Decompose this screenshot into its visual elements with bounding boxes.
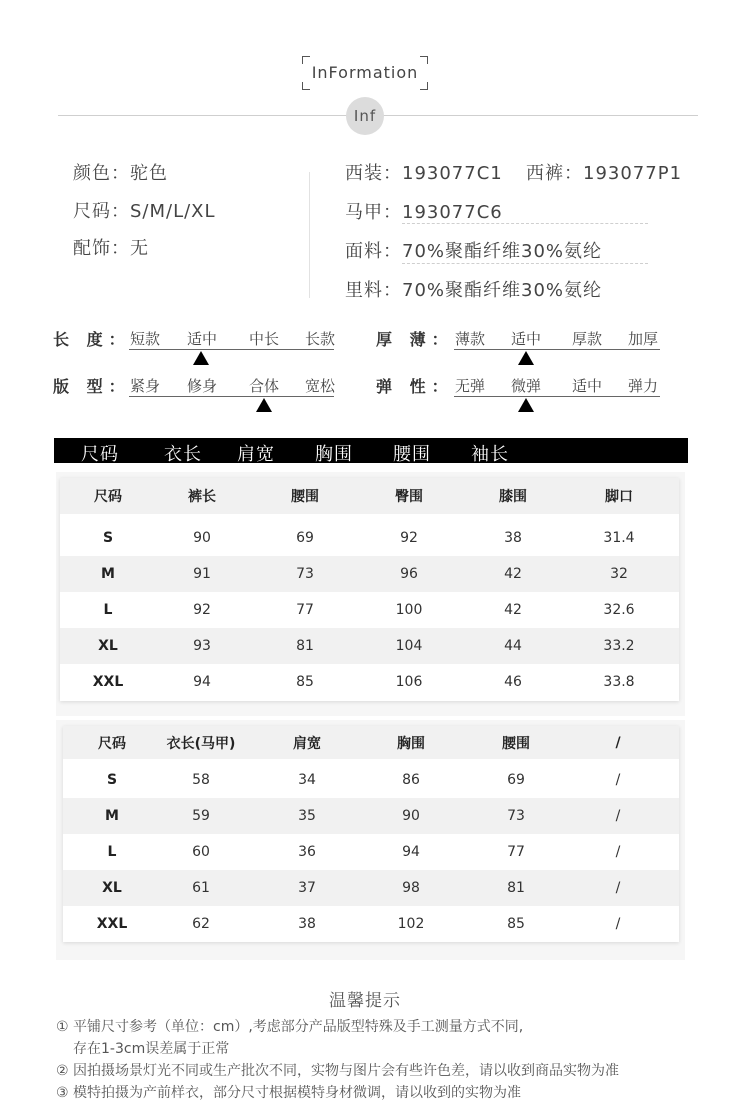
table-cell: 37 — [298, 880, 316, 896]
scale-thickness-option: 厚款 — [572, 330, 603, 348]
info-pants — [526, 159, 682, 185]
info-vest-label: 马甲： — [345, 202, 402, 223]
table-cell: 33.8 — [603, 674, 635, 690]
scale-length-label: 长 度： — [53, 330, 131, 349]
table-cell: 61 — [192, 880, 210, 896]
scale-fit-line — [129, 396, 334, 397]
table-row — [60, 520, 679, 556]
table-cell: 69 — [296, 530, 314, 546]
bar-header: 尺码 — [81, 444, 119, 465]
table-cell: / — [615, 772, 621, 788]
info-suit-value: 193077C1 — [402, 163, 503, 184]
table-cell-size: XXL — [96, 916, 128, 932]
table-cell: 106 — [395, 674, 423, 690]
table-cell: 38 — [298, 916, 316, 932]
table-cell: 33.2 — [603, 638, 635, 654]
table-cell: 36 — [298, 844, 316, 860]
info-suit-label: 西装： — [345, 163, 402, 184]
scale-fit-label: 版 型： — [53, 377, 131, 396]
info-color-label: 颜色： — [73, 163, 130, 184]
info-lining-value: 70%聚酯纤维30%氨纶 — [402, 280, 603, 301]
table-cell: 102 — [397, 916, 425, 932]
table-row — [63, 870, 679, 906]
table-cell: 81 — [507, 880, 525, 896]
scale-fit-option: 合体 — [249, 377, 280, 395]
table-cell-size: M — [101, 566, 115, 582]
bar-header: 腰围 — [393, 444, 431, 465]
scale-length-line — [129, 349, 334, 350]
table-cell: 81 — [296, 638, 314, 654]
table-cell: 69 — [507, 772, 525, 788]
table-row — [63, 798, 679, 834]
bar-header: 肩宽 — [237, 444, 275, 465]
table-header-cell: 脚口 — [605, 489, 633, 505]
table-header-cell: 胸围 — [397, 735, 425, 752]
info-color-value: 驼色 — [130, 163, 168, 184]
bar-header: 衣长 — [164, 444, 202, 465]
information-title: InFormation — [311, 63, 419, 82]
table-cell: 93 — [193, 638, 211, 654]
scale-length-option: 中长 — [249, 330, 280, 348]
table-cell: 85 — [507, 916, 525, 932]
scale-elasticity-option: 无弹 — [455, 377, 486, 395]
table-cell: 73 — [507, 808, 525, 824]
table-cell: 77 — [296, 602, 314, 618]
table-header-row — [60, 478, 679, 514]
scale-elasticity-option: 微弹 — [511, 377, 542, 395]
table-header-cell: 裤长 — [188, 489, 216, 505]
info-pants-label: 西裤： — [526, 163, 583, 184]
table-cell: 92 — [193, 602, 211, 618]
table-cell: 98 — [402, 880, 420, 896]
scale-thickness-label: 厚 薄： — [376, 330, 454, 349]
vest-table-container — [56, 720, 685, 960]
table-cell: 46 — [504, 674, 522, 690]
table-cell: 59 — [192, 808, 210, 824]
table-cell: / — [615, 916, 621, 932]
info-color — [73, 159, 168, 185]
table-cell: 60 — [192, 844, 210, 860]
info-lining — [345, 276, 602, 302]
table-cell: 32 — [610, 566, 628, 582]
table-cell: 90 — [193, 530, 211, 546]
vest-size-table — [63, 726, 679, 942]
table-cell: 85 — [296, 674, 314, 690]
table-cell: 31.4 — [603, 530, 635, 546]
tips-title: 温馨提示 — [329, 991, 401, 1011]
table-header-cell: 膝围 — [499, 489, 527, 505]
info-vest — [345, 198, 648, 224]
table-cell: 77 — [507, 844, 525, 860]
bar-header: 胸围 — [315, 444, 353, 465]
table-row — [63, 762, 679, 798]
table-cell: 91 — [193, 566, 211, 582]
scale-fit-indicator — [256, 398, 272, 412]
scale-length-option: 长款 — [305, 330, 336, 348]
table-cell-size: S — [106, 772, 118, 788]
tip-line: ③ 模特拍摄为产前样衣，部分尺寸根据模特身材微调，请以收到的实物为准 — [56, 1085, 521, 1101]
table-row — [60, 664, 679, 700]
table-header-cell: 臀围 — [395, 489, 423, 505]
table-row — [63, 906, 679, 942]
table-cell-size: L — [103, 602, 113, 618]
table-row — [60, 592, 679, 628]
size-header-bar — [54, 438, 688, 463]
table-cell: 100 — [395, 602, 423, 618]
info-size-value: S/M/L/XL — [130, 201, 216, 222]
scale-thickness-option: 加厚 — [628, 330, 659, 348]
info-size-label: 尺码： — [73, 201, 130, 222]
scale-length-option: 短款 — [130, 330, 161, 348]
table-cell: 32.6 — [603, 602, 635, 618]
table-cell: 94 — [402, 844, 420, 860]
scale-fit-option: 紧身 — [130, 377, 161, 395]
scale-elasticity-line — [454, 396, 660, 397]
table-cell: 96 — [400, 566, 418, 582]
table-cell: 58 — [192, 772, 210, 788]
table-cell: 86 — [402, 772, 420, 788]
info-accessory-value: 无 — [130, 238, 149, 259]
table-cell: 73 — [296, 566, 314, 582]
table-cell: 92 — [400, 530, 418, 546]
scale-length-indicator — [193, 351, 209, 365]
info-badge: Inf — [346, 97, 384, 135]
table-cell-size: L — [107, 844, 117, 860]
information-title-frame — [302, 56, 428, 90]
info-vest-value: 193077C6 — [402, 202, 648, 224]
info-fabric-value: 70%聚酯纤维30%氨纶 — [402, 237, 648, 264]
scale-thickness-option: 薄款 — [455, 330, 486, 348]
table-row — [63, 834, 679, 870]
bar-header: 袖长 — [471, 444, 509, 465]
table-cell-size: XXL — [92, 674, 124, 690]
table-row — [60, 556, 679, 592]
table-header-cell: / — [615, 734, 621, 751]
table-cell-size: S — [102, 530, 114, 546]
info-lining-label: 里料： — [345, 280, 402, 301]
table-cell: / — [615, 808, 621, 824]
table-cell: 34 — [298, 772, 316, 788]
pants-size-table — [60, 478, 679, 701]
tip-line: ① 平铺尺寸参考（单位：cm）,考虑部分产品版型特殊及手工测量方式不同, — [56, 1019, 524, 1035]
table-cell: / — [615, 880, 621, 896]
table-cell: 42 — [504, 602, 522, 618]
table-cell: / — [615, 844, 621, 860]
info-accessory — [73, 234, 149, 260]
table-header-cell: 衣长(马甲) — [166, 735, 236, 752]
scale-length-option: 适中 — [187, 330, 218, 348]
table-cell: 38 — [504, 530, 522, 546]
scale-thickness-indicator — [518, 351, 534, 365]
info-pants-value: 193077P1 — [583, 163, 683, 184]
table-cell: 42 — [504, 566, 522, 582]
table-cell-size: XL — [98, 638, 118, 654]
info-fabric-label: 面料： — [345, 241, 402, 262]
table-cell: 44 — [504, 638, 522, 654]
table-header-cell: 腰围 — [502, 735, 530, 752]
info-fabric — [345, 237, 648, 264]
table-cell: 62 — [192, 916, 210, 932]
info-divider — [309, 172, 310, 298]
pants-table-container — [56, 472, 685, 716]
scale-fit-option: 修身 — [187, 377, 218, 395]
table-header-cell: 腰围 — [291, 489, 319, 505]
table-cell: 94 — [193, 674, 211, 690]
table-row — [60, 628, 679, 664]
scale-elasticity-indicator — [518, 398, 534, 412]
tip-line: ② 因拍摄场景灯光不同或生产批次不同，实物与图片会有些许色差，请以收到商品实物为准 — [56, 1063, 619, 1079]
table-cell: 104 — [395, 638, 423, 654]
table-cell: 35 — [298, 808, 316, 824]
scale-fit-option: 宽松 — [305, 377, 336, 395]
table-header-row — [63, 726, 679, 759]
scale-elasticity-option: 弹力 — [628, 377, 659, 395]
scale-elasticity-label: 弹 性： — [376, 377, 454, 396]
scale-thickness-line — [454, 349, 660, 350]
info-accessory-label: 配饰： — [73, 238, 130, 259]
table-header-cell: 尺码 — [94, 489, 122, 505]
table-header-cell: 肩宽 — [293, 735, 321, 752]
scale-elasticity-option: 适中 — [572, 377, 603, 395]
info-size — [73, 197, 216, 223]
scale-thickness-option: 适中 — [511, 330, 542, 348]
table-header-cell: 尺码 — [98, 735, 126, 752]
table-cell-size: XL — [102, 880, 122, 896]
table-cell-size: M — [105, 808, 119, 824]
table-cell: 90 — [402, 808, 420, 824]
tip-line: 存在1-3cm误差属于正常 — [73, 1041, 230, 1057]
info-suit — [345, 159, 503, 185]
